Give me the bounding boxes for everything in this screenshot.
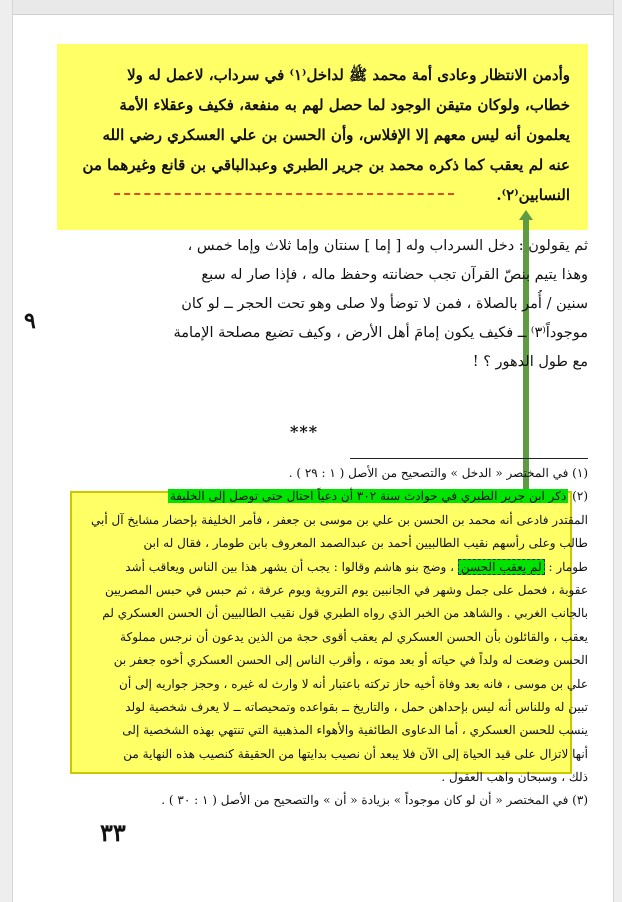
footnote-line: يعقب ، والقائلون بأن الحسن العسكري لم يعقب أقوى حجة من الذين يدعون أن نرجس مملوكة bbox=[120, 629, 588, 644]
margin-page-number: ٩ bbox=[24, 308, 36, 334]
body-line: ثم يقولون : دخل السرداب وله [ إما ] سنتان وإما ثلاث وإما خمس ، bbox=[187, 238, 588, 254]
footnote-line-with-highlight bbox=[40, 556, 588, 579]
footnote-line: تبين له وللناس أنه ليس بإحداهن حمل ، والتاريخ ــ بقواعده وتمحيصاته ــ لا يعرف شخصية لولد bbox=[125, 699, 588, 714]
quote-line: عنه لم يعقب كما ذكره محمد بن جرير الطبري وعبدالباقي بن قانع وغيرهما من bbox=[82, 156, 570, 174]
footnote-text: ، وضج بنو هاشم وقالوا : يجب أن يشهر هذا بين الناس ويعاقب أشد bbox=[125, 559, 454, 574]
quote-line: يعلمون أنه ليس معهم إلا الإفلاس، وأن الحسن بن علي العسكري رضي الله bbox=[102, 126, 570, 144]
footnote-line: الحسن وضعت له ولداً في حياته أو بعد موته ، وأقرب الناس إلى الحسن العسكري أخوه جعفر بن bbox=[113, 653, 588, 668]
footnote-3: (٣) في المختصر « أن لو كان موجوداً » بزيادة « أن » والتصحيح من الأصل ( ١ : ٣٠ ) . bbox=[161, 793, 588, 808]
body-line: موجوداً⁽٣⁾ ــ فكيف يكون إمامَ أهل الأرض ، وكيف تضيع مصلحة الإمامة bbox=[173, 325, 588, 341]
footnote-line: عقوبة ، فحمل على جمل وشهر في الجانبين يوم التروية ويوم عرفة ، ثم حبس في حبس المصريين bbox=[104, 582, 588, 597]
quote-line: وأدمن الانتظار وعادى أمة محمد ﷺ لداخل⁽١⁾ في سرداب، لاعمل له ولا bbox=[127, 66, 570, 84]
footnote-line: علي بن موسى ، فانه بعد وفاة أخيه حاز تركته باعتبار أنه لا وارث له غيره ، وحجز جواريه إلى أن bbox=[119, 676, 588, 691]
body-line: سنين / أُمر بالصلاة ، فمن لا توضأ ولا صلى وهو تحت الحجر ــ لو كان bbox=[181, 296, 588, 312]
footnote-line: المقتدر فادعى أنه محمد بن الحسن بن علي بن موسى بن جعفر ، فأمر الخليفة بإحضار مشايخ آل أبي bbox=[90, 512, 588, 527]
viewer-right-edge bbox=[613, 0, 622, 902]
footnote-2-green-highlight: ذكر ابن جرير الطبري في حوادث سنة ٣٠٢ أن دعياً احتال حتى توصل إلى الخليفة bbox=[169, 489, 567, 504]
footnote-2-marker: (٢) bbox=[572, 489, 588, 504]
footnote-line: أنها لاتزال على قيد الحياة إلى الآن فلا يبعد أن نصيب بدايتها من الحقيقة كنصيب هذه النهاية من bbox=[123, 746, 588, 761]
footnote-2-first-line bbox=[40, 485, 588, 508]
quote-line: خطاب، ولوكان متيقن الوجود لما حصل لهم به منفعة، فكيف وعقلاء الأمة bbox=[119, 96, 570, 114]
footnote-line: ذلك ، وسبحان واهب العقول . bbox=[441, 770, 588, 785]
footnote-line: طالب وعلى رأسهم نقيب الطالبيين أحمد بن عبدالصمد المعروف بابن طومار ، فقال له ابن bbox=[143, 536, 588, 551]
page-number: ٣٣ bbox=[100, 818, 126, 847]
footnote-line: ينسب للحسن العسكري ، أما الدعاوى الطائفية والأهواء المذهبية التي تنتهي بهذه الشخصية إلى bbox=[122, 723, 588, 738]
footnote-rule bbox=[350, 458, 588, 459]
viewer-top-edge bbox=[0, 0, 622, 15]
highlighted-quote bbox=[57, 44, 588, 230]
section-separator: *** bbox=[290, 422, 319, 441]
viewer-left-edge bbox=[0, 0, 13, 902]
red-dashed-underline bbox=[114, 193, 454, 195]
body-line: مع طول الدهور ؟ ! bbox=[472, 354, 588, 370]
footnote-line: بالجانب الغربي . والشاهد من الخبر الذي رواه الطبري قول نقيب الطالبيين أن الحسن العسكري لم bbox=[102, 606, 588, 621]
footnotes bbox=[40, 462, 588, 813]
body-text bbox=[40, 232, 588, 377]
quote-line: النسابين⁽٢⁾. bbox=[496, 186, 570, 204]
footnote-1: (١) في المختصر « الدخل » والتصحيح من الأصل ( ١ : ٢٩ ) . bbox=[288, 466, 588, 480]
footnote-text: طومار : bbox=[548, 559, 588, 574]
body-line: وهذا يتيم بنصّ القرآن تجب حضانته وحفظ ماله ، فإذا صار له سبع bbox=[201, 267, 588, 283]
footnote-green-highlight: لم يعقب الحسن bbox=[458, 559, 545, 575]
